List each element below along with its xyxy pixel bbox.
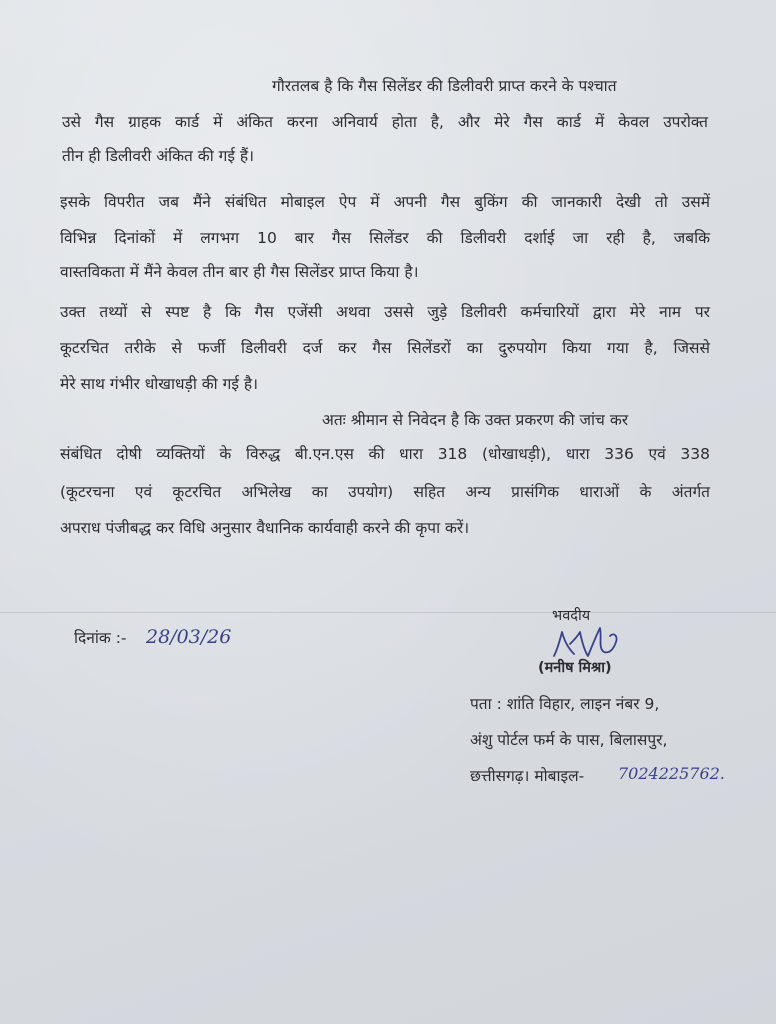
date-label: दिनांक :- (74, 629, 127, 647)
address-line-1: पता : शांति विहार, लाइन नंबर 9, (470, 695, 660, 713)
paragraph-1-line-3: तीन ही डिलीवरी अंकित की गई हैं। (62, 147, 255, 165)
signatory-name: (मनीष मिश्रा) (538, 660, 612, 676)
paragraph-2-line-3: वास्तविकता में मैंने केवल तीन बार ही गैस सिलेंडर प्राप्त किया है। (60, 263, 419, 281)
paragraph-4-line-1: अतः श्रीमान से निवेदन है कि उक्त प्रकरण की जांच कर (322, 411, 629, 429)
handwritten-signature (548, 622, 628, 662)
paragraph-4-line-4: अपराध पंजीबद्ध कर विधि अनुसार वैधानिक कार्यवाही करने की कृपा करें। (60, 519, 470, 537)
paper-fold-line (0, 612, 776, 613)
paragraph-2-line-2: विभिन्न दिनांकों में लगभग 10 बार गैस सिलेंडर की डिलीवरी दर्शाई जा रही है, जबकि (60, 229, 710, 247)
paragraph-4-line-2: संबंधित दोषी व्यक्तियों के विरुद्ध बी.एन.एस की धारा 318 (धोखाधड़ी), धारा 336 एवं 338 (60, 445, 710, 463)
address-line-3: छत्तीसगढ़। मोबाइल- (470, 767, 585, 785)
paragraph-1-line-2: उसे गैस ग्राहक कार्ड में अंकित करना अनिवार्य होता है, और मेरे गैस कार्ड में केवल उपरोक्त (62, 113, 708, 131)
paragraph-3-line-2: कूटरचित तरीके से फर्जी डिलीवरी दर्ज कर गैस सिलेंडरों का दुरुपयोग किया गया है, जिससे (60, 339, 710, 357)
paragraph-4-line-3: (कूटरचना एवं कूटरचित अभिलेख का उपयोग) सहित अन्य प्रासंगिक धाराओं के अंतर्गत (60, 483, 711, 501)
closing-text: भवदीय (552, 608, 591, 624)
paragraph-3-line-3: मेरे साथ गंभीर धोखाधड़ी की गई है। (60, 375, 258, 393)
paragraph-1-line-1: गौरतलब है कि गैस सिलेंडर की डिलीवरी प्राप्त करने के पश्चात (272, 77, 617, 95)
paragraph-3-line-1: उक्त तथ्यों से स्पष्ट है कि गैस एजेंसी अथवा उससे जुड़े डिलीवरी कर्मचारियों द्वारा मेरे नाम पर (60, 303, 710, 321)
address-line-2: अंशु पोर्टल फर्म के पास, बिलासपुर, (470, 731, 668, 749)
mobile-number: 7024225762. (618, 764, 725, 783)
paragraph-2-line-1: इसके विपरीत जब मैंने संबंधित मोबाइल ऐप में अपनी गैस बुकिंग की जानकारी देखी तो उसमें (60, 193, 710, 211)
date-value: 28/03/26 (146, 626, 232, 648)
